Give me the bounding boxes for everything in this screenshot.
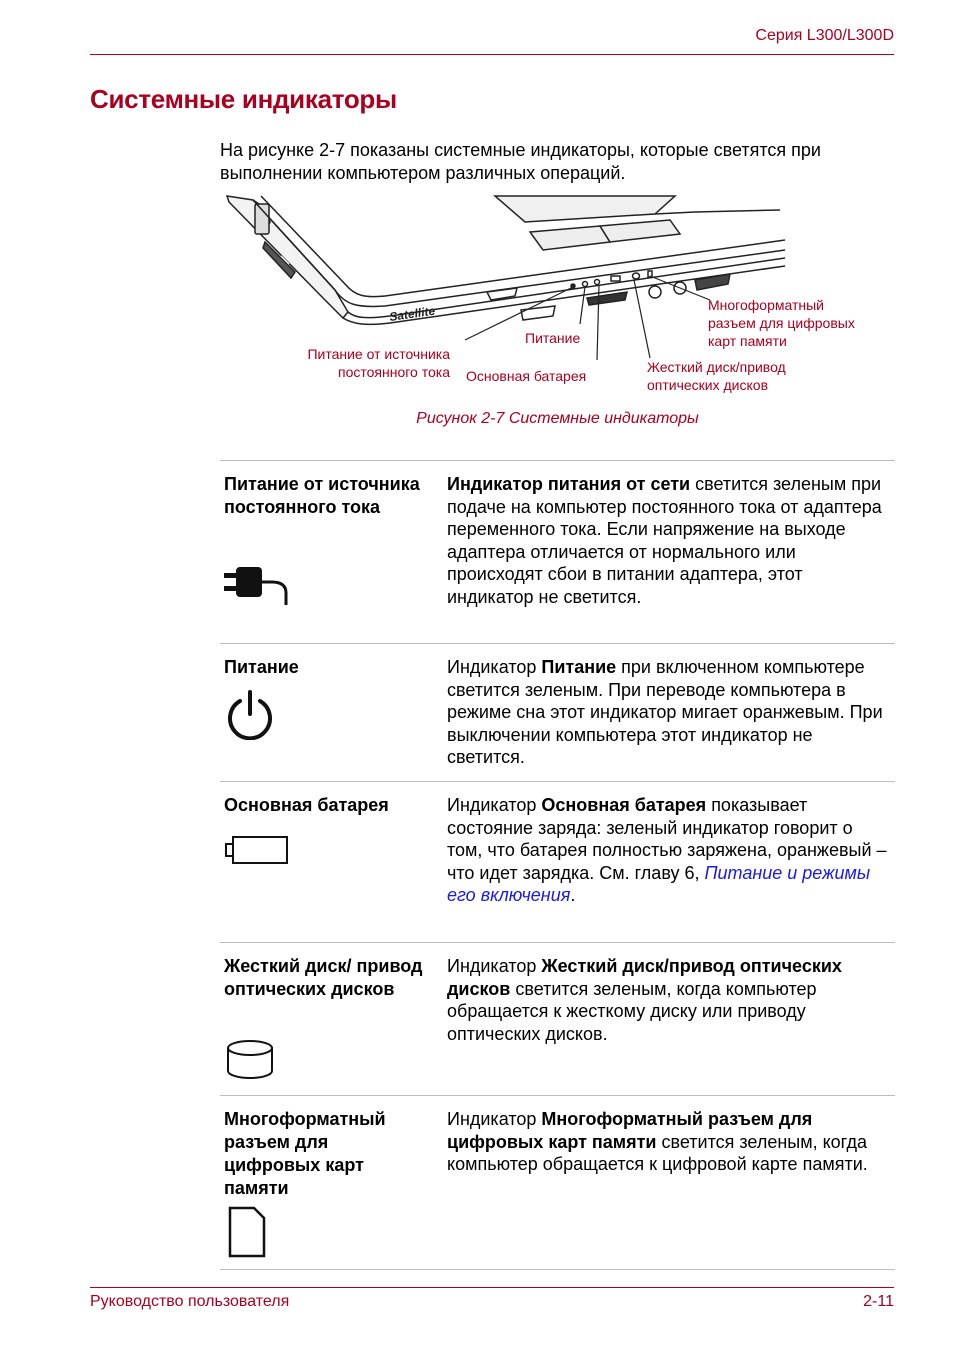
table-row bbox=[220, 460, 895, 643]
indicator-table bbox=[220, 460, 895, 1270]
callout-hdd-line2: оптических дисков bbox=[647, 377, 769, 393]
desc-text: Индикатор bbox=[447, 657, 542, 677]
laptop-figure bbox=[225, 192, 855, 397]
callout-dc-in-line2: постоянного тока bbox=[338, 364, 450, 380]
callout-dc-in-line1: Питание от источника bbox=[307, 346, 450, 362]
callout-main-battery: Основная батарея bbox=[466, 368, 587, 384]
table-row bbox=[220, 781, 895, 942]
disk-icon bbox=[224, 1039, 276, 1081]
row-term: Питание от источника постоянного тока bbox=[224, 474, 420, 517]
page-number: 2-11 bbox=[863, 1293, 894, 1310]
table-row bbox=[220, 942, 895, 1095]
row-description bbox=[447, 955, 892, 1045]
footer-rule bbox=[90, 1287, 894, 1288]
footer-manual-title: Руководство пользователя bbox=[90, 1293, 290, 1310]
memory-card-icon bbox=[224, 1206, 268, 1258]
desc-text: Индикатор bbox=[447, 795, 542, 815]
desc-bold: Индикатор питания от сети bbox=[447, 474, 691, 494]
power-icon bbox=[224, 688, 276, 740]
desc-bold: Питание bbox=[541, 657, 617, 677]
callout-memory-card bbox=[708, 296, 855, 350]
row-description bbox=[447, 1108, 892, 1176]
row-description bbox=[447, 473, 892, 609]
desc-bold: Основная батарея bbox=[541, 795, 707, 815]
header-series: Серия L300/L300D bbox=[755, 27, 894, 44]
desc-text: светится зеленым при подаче на компьютер постоянного тока от адаптера переменного тока. Если напряжение на выходе адаптера отличается от нормального или происходят сбои в питании адаптера, этот индикатор не светится. bbox=[447, 474, 882, 607]
desc-text: при включенном компьютере светится зеленым. При переводе компьютера в режиме сна этот индикатор мигает оранжевым. При выключении компьютера этот индикатор не светится. bbox=[447, 657, 883, 768]
intro-paragraph: На рисунке 2-7 показаны системные индикаторы, которые светятся при выполнении компьютером различных операций. bbox=[220, 140, 821, 183]
callout-dc-in bbox=[307, 345, 450, 381]
chapter-6-link[interactable]: Питание и режимы его включения bbox=[447, 862, 871, 906]
desc-text: Индикатор bbox=[447, 956, 542, 976]
desc-text: светится зеленым, когда компьютер обращается к жесткому диску или приводу оптических дисков. bbox=[447, 978, 817, 1044]
row-term: Жесткий диск/ привод оптических дисков bbox=[224, 956, 423, 999]
row-term: Основная батарея bbox=[224, 795, 389, 815]
row-description bbox=[447, 656, 892, 769]
desc-bold: Многоформатный разъем для цифровых карт памяти bbox=[447, 1109, 813, 1152]
row-term: Многоформатный разъем для цифровых карт памяти bbox=[224, 1109, 386, 1198]
row-term: Питание bbox=[224, 657, 299, 677]
table-row bbox=[220, 1095, 895, 1270]
callout-card-line3: карт памяти bbox=[708, 333, 787, 349]
callout-hdd-line1: Жесткий диск/привод bbox=[647, 359, 786, 375]
desc-text: показывает состояние заряда: зеленый индикатор говорит о том, что батарея полностью заряжена, оранжевый – что идет зарядка. См. главу 6, bbox=[447, 795, 887, 883]
callout-card-line2: разъем для цифровых bbox=[708, 315, 855, 331]
page-title: Системные индикаторы bbox=[90, 84, 397, 114]
table-row bbox=[220, 643, 895, 781]
header-rule bbox=[90, 54, 894, 55]
desc-bold: Жесткий диск/привод оптических дисков bbox=[447, 956, 842, 999]
battery-icon bbox=[224, 834, 290, 866]
callout-card-line1: Многоформатный bbox=[708, 297, 824, 313]
figure-caption: Рисунок 2-7 Системные индикаторы bbox=[416, 410, 699, 427]
callout-power: Питание bbox=[525, 330, 581, 346]
satellite-logo: Satellite bbox=[388, 303, 437, 324]
row-description bbox=[447, 794, 892, 907]
desc-text: светится зеленым, когда компьютер обращается к цифровой карте памяти. bbox=[447, 1131, 868, 1175]
callout-hdd bbox=[647, 358, 786, 394]
desc-text: Индикатор bbox=[447, 1109, 542, 1129]
dc-plug-icon bbox=[224, 561, 294, 607]
desc-text: . bbox=[570, 885, 576, 906]
